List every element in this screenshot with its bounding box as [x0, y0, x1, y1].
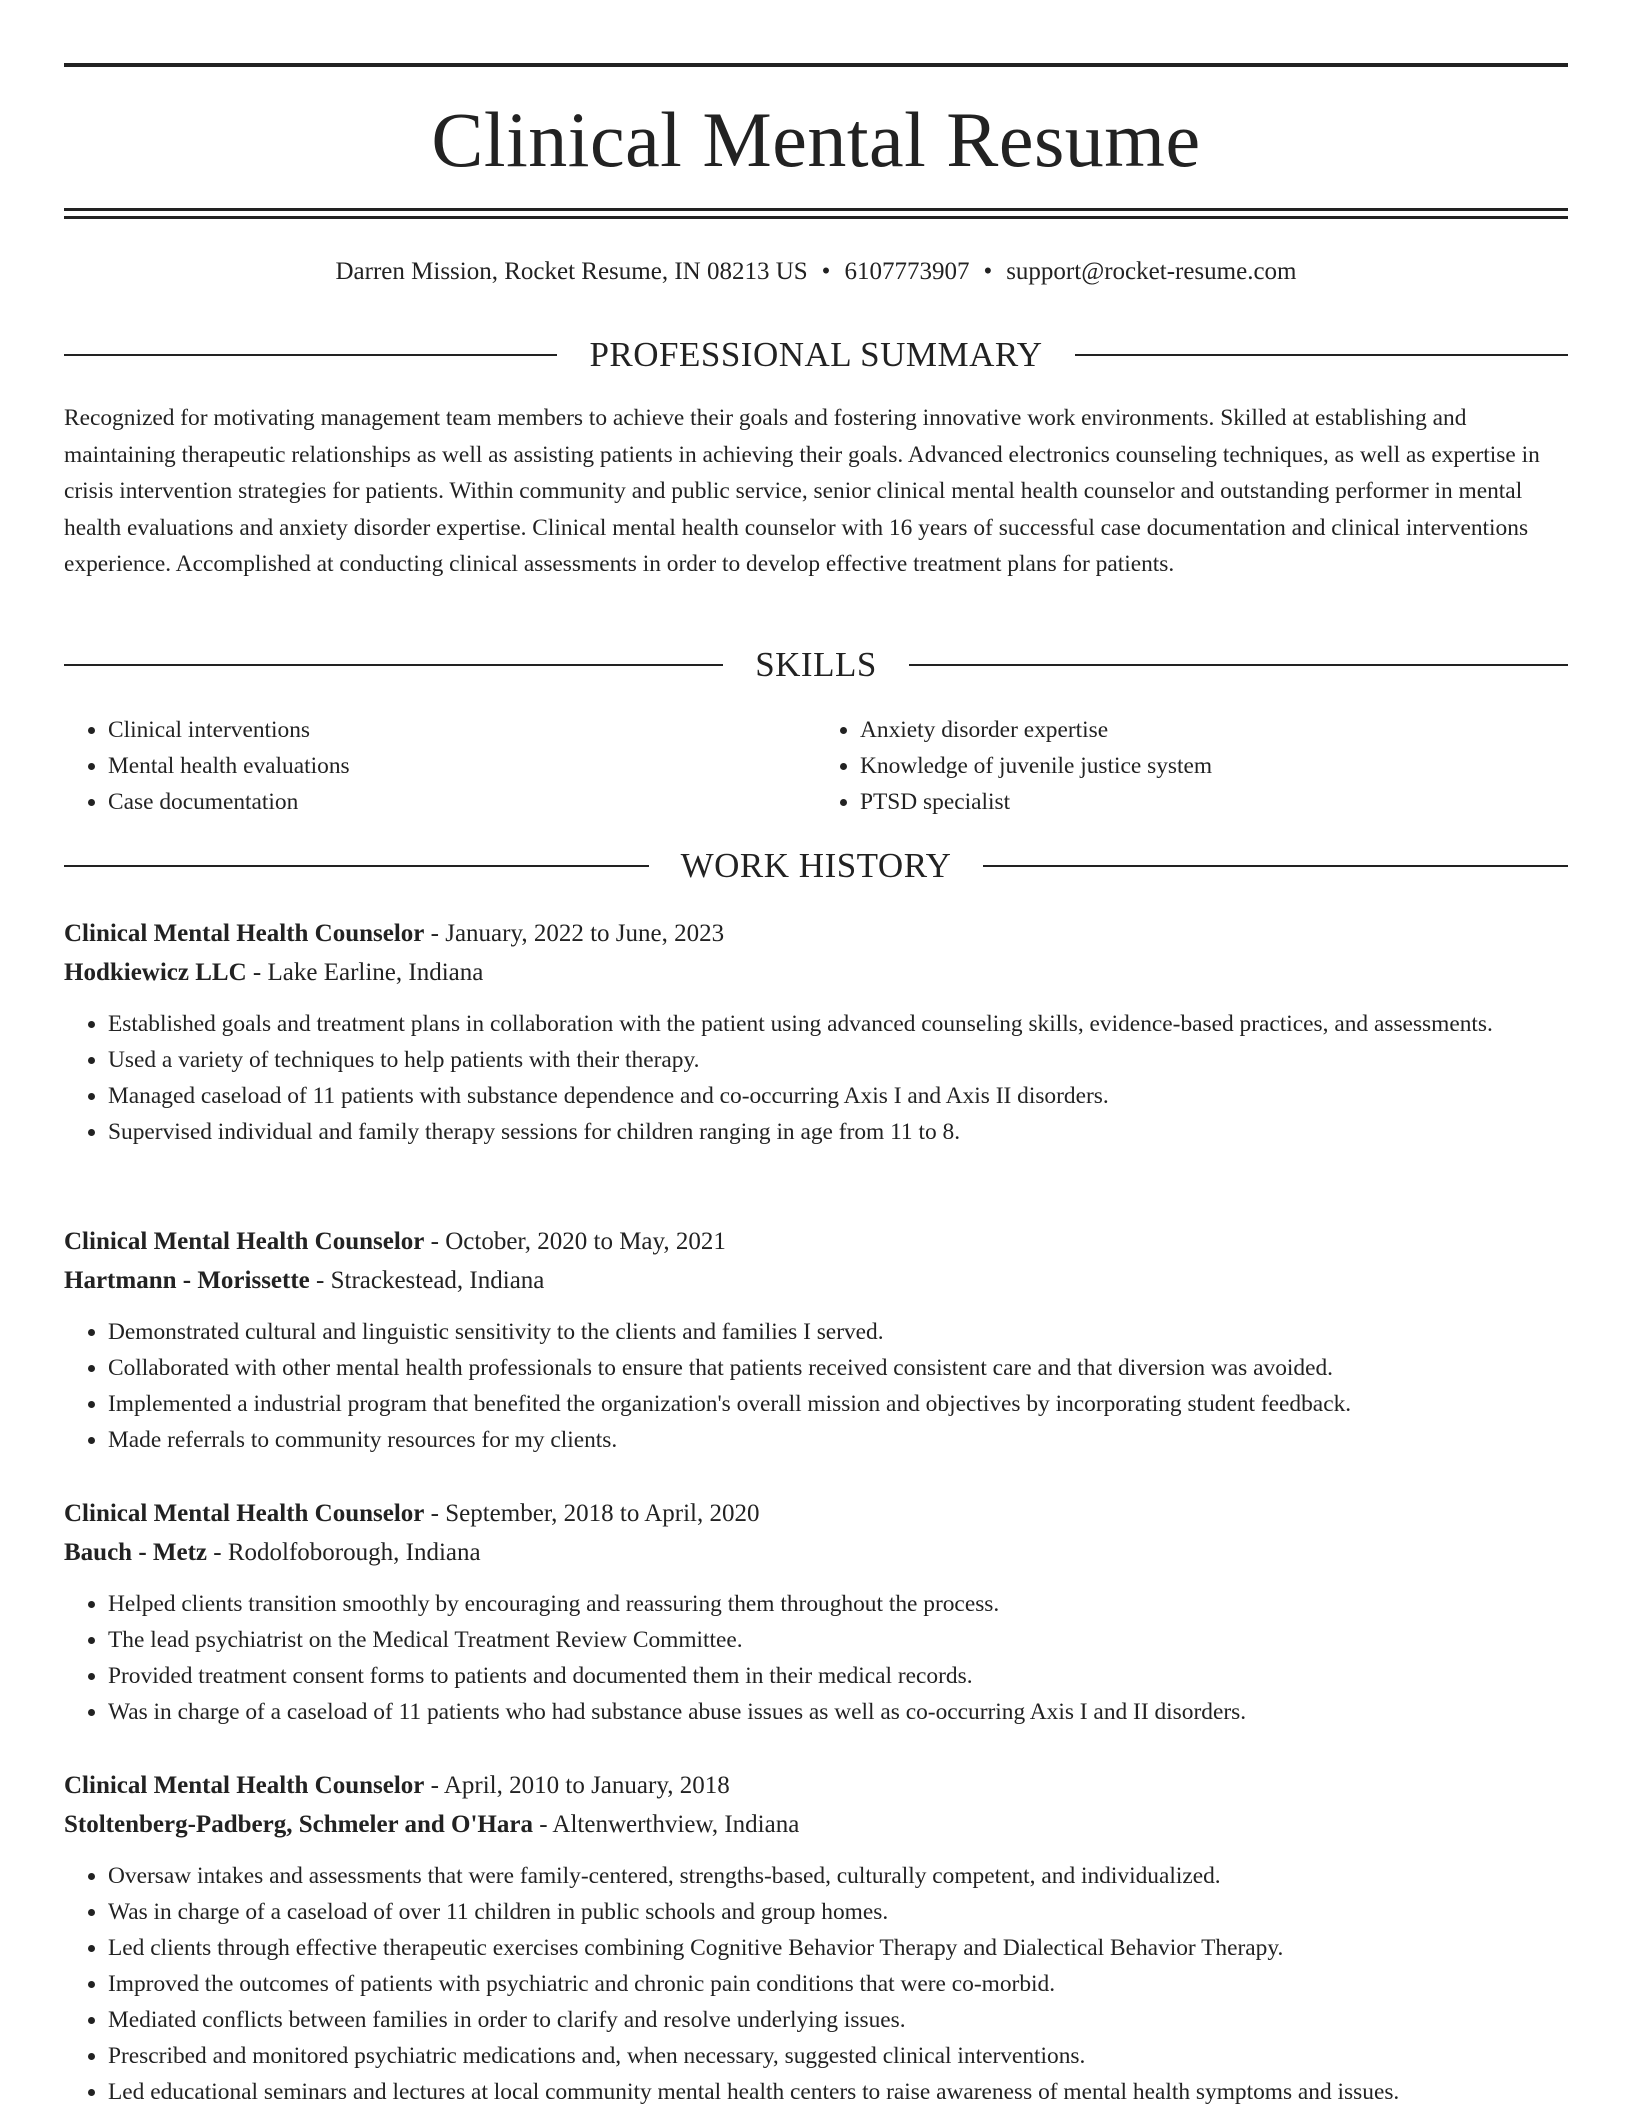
- job-bullet: • Demonstrated cultural and linguistic sensitivity to the clients and families I served.: [108, 1314, 1568, 1350]
- skill-item: • Mental health evaluations: [108, 748, 816, 784]
- job-title: Clinical Mental Health Counselor: [64, 920, 425, 947]
- job-title-row: Clinical Mental Health Counselor - September, 2018 to April, 2020: [64, 1500, 760, 1527]
- skills-column-left: [64, 712, 816, 820]
- title-rule-upper: [64, 208, 1568, 211]
- job-dates: January, 2022 to June, 2023: [445, 920, 725, 947]
- job-bullet: • Improved the outcomes of patients with psychiatric and chronic pain conditions that were co-morbid.: [108, 1966, 1568, 2002]
- summary-heading-label: PROFESSIONAL SUMMARY: [589, 335, 1043, 374]
- job-bullets: [64, 1314, 1568, 1458]
- job-bullet: • Collaborated with other mental health professionals to ensure that patients received consistent care and that diversion was avoided.: [108, 1350, 1568, 1386]
- job-company: Stoltenberg-Padberg, Schmeler and O'Hara: [64, 1811, 533, 1838]
- job-bullet: • Implemented a industrial program that benefited the organization's overall mission and objectives by incorporating student feedback.: [108, 1386, 1568, 1422]
- job-dates: October, 2020 to May, 2021: [445, 1228, 726, 1255]
- skills-heading-label: SKILLS: [755, 645, 877, 684]
- job-title-row: Clinical Mental Health Counselor - October, 2020 to May, 2021: [64, 1228, 726, 1255]
- job-bullet: • Led educational seminars and lectures at local community mental health centers to raise awareness of mental health symptoms and issues.: [108, 2074, 1568, 2110]
- job-bullets: [64, 1858, 1568, 2110]
- job-title: Clinical Mental Health Counselor: [64, 1772, 425, 1799]
- job-bullet: • Provided treatment consent forms to patients and documented them in their medical records.: [108, 1658, 1568, 1694]
- job-bullet: • Supervised individual and family therapy sessions for children ranging in age from 11 to 8.: [108, 1114, 1568, 1150]
- job-company-row: Hodkiewicz LLC - Lake Earline, Indiana: [64, 959, 484, 986]
- job-entry: [64, 914, 1568, 1150]
- job-dates: April, 2010 to January, 2018: [443, 1772, 730, 1799]
- heading-rule-right: [983, 865, 1568, 867]
- job-bullet: • Prescribed and monitored psychiatric medications and, when necessary, suggested clinical interventions.: [108, 2038, 1568, 2074]
- job-location: Rodolfoborough, Indiana: [227, 1539, 481, 1566]
- job-company-row: Bauch - Metz - Rodolfoborough, Indiana: [64, 1539, 481, 1566]
- job-bullet: • Mediated conflicts between families in order to clarify and resolve underlying issues.: [108, 2002, 1568, 2038]
- heading-rule-right: [1075, 354, 1568, 356]
- job-bullet: • Helped clients transition smoothly by encouraging and reassuring them throughout the process.: [108, 1586, 1568, 1622]
- job-entry: [64, 1222, 1568, 1458]
- contact-email: support@rocket-resume.com: [1006, 258, 1297, 285]
- job-bullet: • Oversaw intakes and assessments that were family-centered, strengths-based, culturally competent, and individualized.: [108, 1858, 1568, 1894]
- heading-rule-left: [64, 664, 723, 666]
- contact-address: Darren Mission, Rocket Resume, IN 08213 US: [335, 258, 808, 285]
- job-bullet: • Made referrals to community resources for my clients.: [108, 1422, 1568, 1458]
- summary-text: Recognized for motivating management team members to achieve their goals and fostering innovative work environments. Skilled at establishing and maintaining therapeutic relationships as well as assisting patients in achieving their goals. Advanced electronics counseling techniques, as well as expertise in crisis intervention strategies for patients. Within community and public service, senior clinical mental health counselor and outstanding performer in mental health evaluations and anxiety disorder expertise. Clinical mental health counselor with 16 years of successful case documentation and clinical interventions experience. Accomplished at conducting clinical assessments in order to develop effective treatment plans for patients.: [64, 405, 1540, 577]
- heading-rule-right: [909, 664, 1568, 666]
- heading-rule-left: [64, 354, 557, 356]
- job-title-row: Clinical Mental Health Counselor - January, 2022 to June, 2023: [64, 920, 725, 947]
- skill-item: • PTSD specialist: [860, 784, 1568, 820]
- job-title: Clinical Mental Health Counselor: [64, 1228, 425, 1255]
- skills-list: [64, 712, 1568, 820]
- title-rule-lower: [64, 216, 1568, 219]
- contact-separator: •: [821, 258, 831, 285]
- summary-heading: [64, 333, 1568, 377]
- job-entry: [64, 1766, 1568, 2110]
- skills-column-right: [816, 712, 1568, 820]
- job-location: Lake Earline, Indiana: [267, 959, 484, 986]
- skill-item: • Clinical interventions: [108, 712, 816, 748]
- job-bullet: • Was in charge of a caseload of 11 patients who had substance abuse issues as well as co-occurring Axis I and II disorders.: [108, 1694, 1568, 1730]
- resume-title: Clinical Mental Resume: [431, 96, 1201, 183]
- contact-separator: •: [983, 258, 993, 285]
- work-history-heading: [64, 844, 1568, 888]
- skill-item: • Case documentation: [108, 784, 816, 820]
- job-company-row: Stoltenberg-Padberg, Schmeler and O'Hara - Altenwerthview, Indiana: [64, 1811, 800, 1838]
- job-bullet: • Managed caseload of 11 patients with substance dependence and co-occurring Axis I and Axis II disorders.: [108, 1078, 1568, 1114]
- top-rule: [64, 63, 1568, 67]
- job-bullet: • Established goals and treatment plans in collaboration with the patient using advanced counseling skills, evidence-based practices, and assessments.: [108, 1006, 1568, 1042]
- skill-item: • Anxiety disorder expertise: [860, 712, 1568, 748]
- skills-heading: [64, 643, 1568, 687]
- job-bullets: [64, 1006, 1568, 1150]
- job-company: Hodkiewicz LLC: [64, 959, 247, 986]
- job-title: Clinical Mental Health Counselor: [64, 1500, 425, 1527]
- job-dates: September, 2018 to April, 2020: [445, 1500, 760, 1527]
- job-bullets: [64, 1586, 1568, 1730]
- job-location: Altenwerthview, Indiana: [552, 1811, 800, 1838]
- job-bullet: • Used a variety of techniques to help patients with their therapy.: [108, 1042, 1568, 1078]
- job-bullet: • Was in charge of a caseload of over 11 children in public schools and group homes.: [108, 1894, 1568, 1930]
- job-title-row: Clinical Mental Health Counselor - April, 2010 to January, 2018: [64, 1772, 730, 1799]
- heading-rule-left: [64, 865, 649, 867]
- skill-item: • Knowledge of juvenile justice system: [860, 748, 1568, 784]
- contact-line: [64, 254, 1568, 290]
- job-bullet: • Led clients through effective therapeutic exercises combining Cognitive Behavior Therapy and Dialectical Behavior Therapy.: [108, 1930, 1568, 1966]
- job-entry: [64, 1494, 1568, 1730]
- job-bullet: • The lead psychiatrist on the Medical Treatment Review Committee.: [108, 1622, 1568, 1658]
- contact-phone: 6107773907: [844, 258, 970, 285]
- job-company: Bauch - Metz: [64, 1539, 208, 1566]
- job-company-row: Hartmann - Morissette - Strackestead, Indiana: [64, 1267, 545, 1294]
- job-location: Strackestead, Indiana: [330, 1267, 545, 1294]
- work-history-heading-label: WORK HISTORY: [680, 846, 952, 885]
- job-company: Hartmann - Morissette: [64, 1267, 310, 1294]
